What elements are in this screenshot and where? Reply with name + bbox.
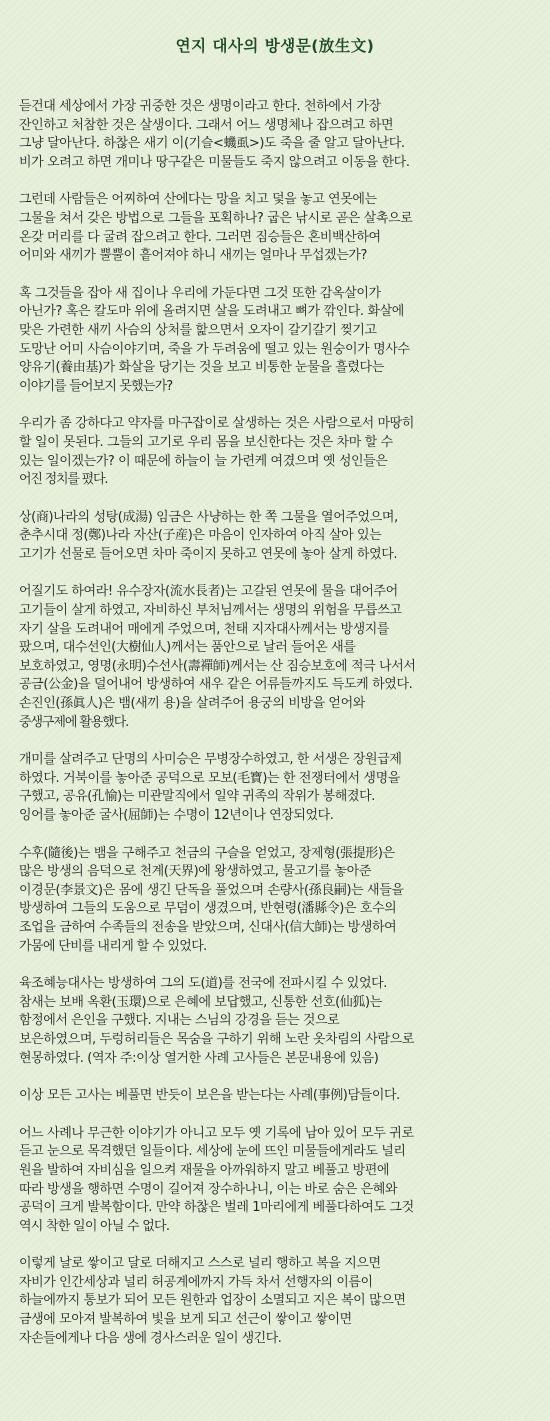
text-line: 현몽하였다. (역자 주:이상 열거한 사례 고사들은 본문내용에 있음) xyxy=(19,1050,379,1066)
text-line: 우리가 좀 강하다고 약자를 마구잡이로 살생하는 것은 사람으로서 마땅히 xyxy=(19,416,414,432)
text-line: 이야기를 들어보지 못했는가? xyxy=(19,378,173,394)
text-line: 함정에서 은인을 구했다. 지내는 스님의 강경을 듣는 것으로 xyxy=(19,1013,340,1029)
text-line: 어느 사례나 무근한 이야기가 아니고 모두 옛 기록에 남아 있어 모두 귀로 xyxy=(19,1125,414,1141)
text-line: 팠으며, 대수선인(大樹仙人)께서는 품안으로 날러 들어온 새를 xyxy=(19,640,356,656)
paragraph xyxy=(19,1087,550,1106)
text-line: 양유기(養由基)가 화살을 당기는 것을 보고 비통한 눈물을 흘렸다는 xyxy=(19,360,384,376)
text-line: 맞은 가련한 새끼 사슴의 상처를 핥으면서 오자이 갈기갈기 찢기고 xyxy=(19,322,377,338)
text-line: 그물을 쳐서 갖은 방법으로 그들을 포획하나? 굽은 낚시로 곧은 살촉으로 xyxy=(19,210,413,226)
text-line: 손진인(孫眞人)은 뱀(새끼 용)을 살려주어 용궁의 비방을 얻어와 xyxy=(19,696,365,712)
text-line: 고기가 선물로 들어오면 차마 죽이지 못하고 연못에 놓아 살게 하였다. xyxy=(19,546,398,562)
text-line: 보호하였고, 영명(永明)수선사(壽禪師)께서는 산 짐승보호에 적극 나서서 xyxy=(19,658,416,674)
paragraph xyxy=(19,285,550,397)
text-line: 혹 그것들을 잡아 새 집이나 우리에 가둔다면 그것 또한 감옥살이가 xyxy=(19,285,381,301)
text-line: 온갖 머리를 다 굴려 잡으려고 한다. 그러면 짐승들은 혼비백산하여 xyxy=(19,229,381,245)
text-line: 잔인하고 처참한 것은 살생이다. 그래서 어느 생명체나 잡으려고 하면 xyxy=(19,117,394,133)
text-line: 이상 모든 고사는 베풀면 반듯이 보은을 받는다는 사례(事例)담들이다. xyxy=(19,1088,400,1104)
text-line: 중생구제에 활용했다. xyxy=(19,714,129,730)
text-line: 할 일이 못된다. 그들의 고기로 우리 몸을 보신한다는 것은 차마 할 수 xyxy=(19,434,393,450)
page-title: 연지 대사의 방생문(放生文) xyxy=(175,37,375,55)
text-line: 따라 방생을 행하면 수명이 길어져 장수하나니, 이는 바로 숨은 은혜와 xyxy=(19,1181,398,1197)
text-line: 자비가 인간세상과 널리 허공계에까지 가득 차서 선행자의 이름이 xyxy=(19,1274,373,1290)
text-line: 듣건대 세상에서 가장 귀중한 것은 생명이라고 한다. 천하에서 가장 xyxy=(19,99,381,114)
text-line: 상(商)나라의 성탕(成湯) 임금은 사냥하는 한 쪽 그물을 열어주었으며, xyxy=(19,509,398,525)
text-line: 고기들이 살게 하였고, 자비하신 부처님께서는 생명의 위험을 무릅쓰고 xyxy=(19,603,402,619)
text-line: 보은하였으며, 두렁허리들은 목숨을 구하기 위해 노란 옷차림의 사람으로 xyxy=(19,1031,414,1047)
text-line: 역시 착한 일이 아닐 수 없다. xyxy=(19,1218,170,1234)
paragraph xyxy=(19,191,550,265)
text-line: 방생하여 그들의 도움으로 무덤이 생겼으며, 반현령(潘縣令)은 호수의 xyxy=(19,901,397,917)
text-line: 비가 오려고 하면 개미나 땅구같은 미물들도 죽지 않으려고 이동을 한다. xyxy=(19,154,410,170)
text-line: 공금(公金)을 덜어내어 방생하여 새우 같은 어류들까지도 득도케 하였다. xyxy=(19,677,413,693)
text-line: 가뭄에 단비를 내리게 할 수 있었다. xyxy=(19,938,207,954)
text-line: 많은 방생의 음덕으로 천계(天界)에 왕생하였고, 물고기를 놓아준 xyxy=(19,864,371,880)
text-line: 잉어를 놓아준 굴사(屈師)는 수명이 12년이나 연장되었다. xyxy=(19,808,334,823)
text-line: 원을 발하여 자비심을 일으켜 재물을 아까워하지 말고 베풀고 방편에 xyxy=(19,1162,390,1178)
paragraph xyxy=(19,509,550,565)
text-line: 듣고 눈으로 목격했던 일들이다. 세상에 눈에 뜨인 미물들에게라도 널리 xyxy=(19,1144,406,1160)
text-line: 어진 정치를 폈다. xyxy=(19,472,108,488)
text-line: 춘추시대 정(鄭)나라 자산(子産)은 마음이 인자하여 아직 살아 있는 xyxy=(19,528,382,544)
text-line: 그냥 달아난다. 하찮은 새기 이(기슬<蟣虱>)도 죽을 줄 알고 달아난다. xyxy=(19,136,405,152)
text-line: 개미를 살려주고 단명의 사미승은 무병장수하였고, 한 서생은 장원급제 xyxy=(19,752,402,768)
text-line: 그런데 사람들은 어찌하여 산에다는 망을 치고 덫을 놓고 연못에는 xyxy=(19,192,377,208)
article-body xyxy=(19,98,550,1348)
paragraph xyxy=(19,975,550,1068)
text-line: 금생에 모아져 발복하여 빛을 보게 되고 선근이 쌓이고 쌓이면 xyxy=(19,1312,352,1328)
text-line: 하였다. 거북이를 놓아준 공덕으로 모보(毛寶)는 한 전쟁터에서 생명을 xyxy=(19,770,400,786)
paragraph xyxy=(19,98,550,172)
text-line: 자기 살을 도려내어 매에게 주었으며, 천태 지자대사께서는 방생지를 xyxy=(19,621,390,637)
text-line: 육조혜능대사는 방생하여 그의 도(道)를 전국에 전파시킬 수 있었다. xyxy=(19,976,388,992)
text-line: 자손들에게나 다음 생에 경사스러운 일이 생긴다. xyxy=(19,1330,282,1346)
text-line: 이경문(李景文)은 몸에 생긴 단독을 풀었으며 손량사(孫良嗣)는 새들을 xyxy=(19,882,404,898)
paragraph xyxy=(19,1255,550,1348)
text-line: 이렇게 날로 쌓이고 달로 더해지고 스스로 널리 행하고 복을 지으면 xyxy=(19,1256,381,1272)
text-line: 참새는 보배 옥환(玉環)으로 은혜에 보답했고, 신통한 선호(仙狐)는 xyxy=(19,994,382,1010)
text-line: 수후(隨後)는 뱀을 구해주고 천금의 구슬을 얻었고, 장제형(張提形)은 xyxy=(19,845,395,861)
paragraph xyxy=(19,751,550,825)
paragraph xyxy=(19,1125,550,1237)
text-line: 조업을 금하여 수족들의 전송을 받았으며, 신대사(信大師)는 방생하여 xyxy=(19,919,397,935)
paragraph xyxy=(19,415,550,489)
text-line: 어질기도 하여라! 유수장자(流水長者)는 고갈된 연못에 물을 대어주어 xyxy=(19,584,398,600)
text-line: 구했고, 공유(孔愉)는 미관말직에서 일약 귀족의 작위가 봉해졌다. xyxy=(19,789,375,805)
text-line: 있는 일이겠는가? 이 때문에 하늘이 늘 가련케 여겼으며 옛 성인들은 xyxy=(19,453,388,469)
paragraph xyxy=(19,845,550,957)
text-line: 하늘에까지 통보가 되어 모든 원한과 업장이 소멸되고 지은 복이 많으면 xyxy=(19,1293,406,1309)
text-line: 공덕이 크게 발복함이다. 만약 하찮은 벌레 1마리에게 베풀다하여도 그것 xyxy=(19,1200,414,1216)
text-line: 아닌가? 혹은 칼도마 위에 올려지면 살을 도려내고 뼈가 깎인다. 화살에 xyxy=(19,304,404,320)
text-line: 도망난 어미 사슴이야기며, 죽을 가 두려움에 떨고 있는 원숭이가 명사수 xyxy=(19,341,410,357)
text-line: 어미와 새끼가 뿔뿔이 흩어져야 하니 새끼는 얼마나 무섭겠는가? xyxy=(19,248,367,264)
paragraph xyxy=(19,583,550,732)
